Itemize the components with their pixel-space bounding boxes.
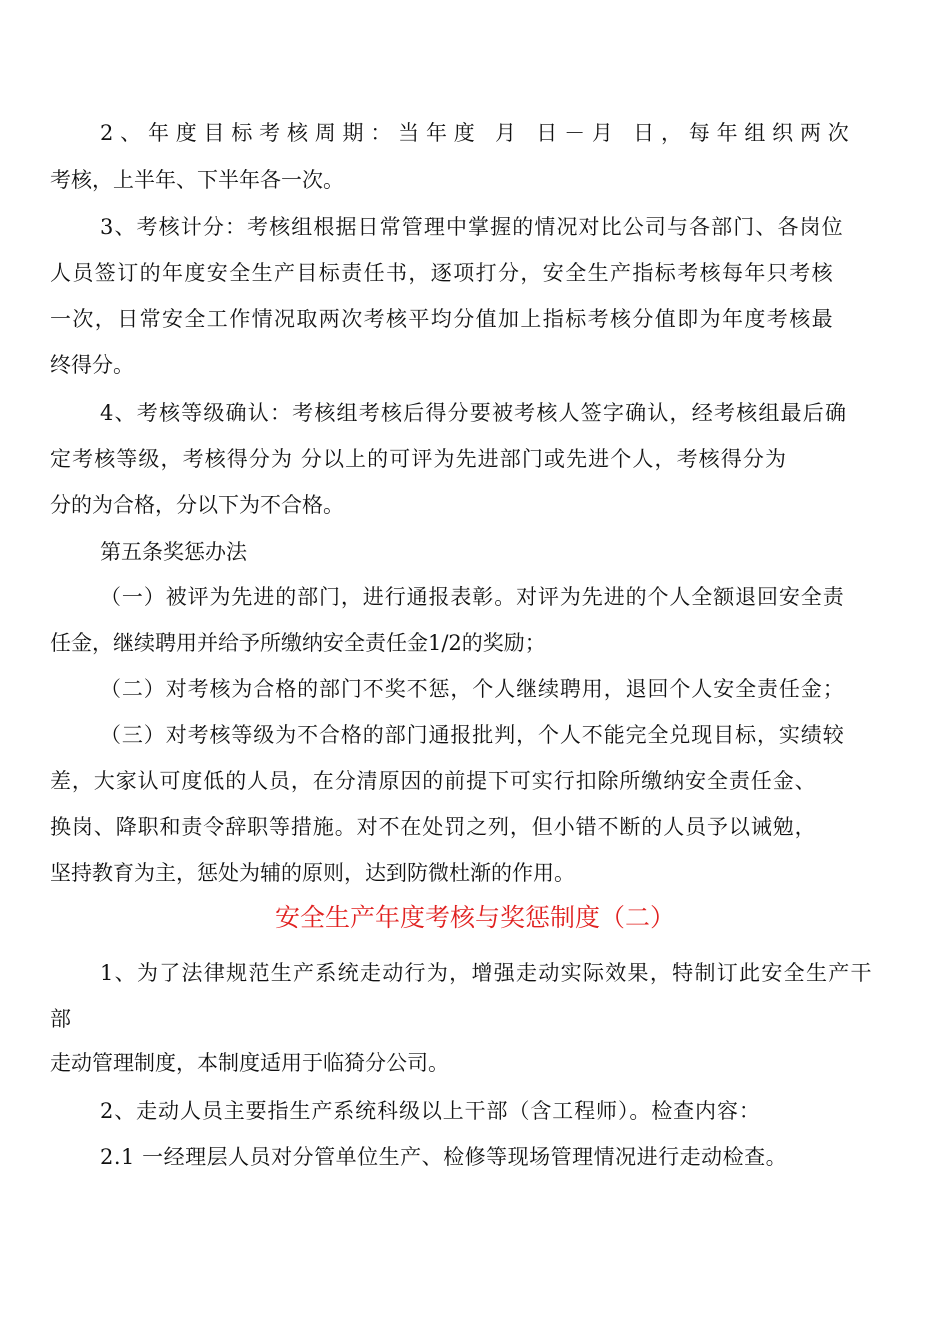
p2-line-1-text: 2、年度目标考核周期：当年度 月 日－月 日，每年组织两次	[100, 121, 856, 145]
p2-line-1	[100, 118, 900, 148]
p3-line-2: 人员签订的年度安全生产目标责任书，逐项打分，安全生产指标考核每年只考核	[50, 261, 834, 285]
p3-line-3: 一次，日常安全工作情况取两次考核平均分值加上指标考核分值即为年度考核最	[50, 307, 834, 331]
item3-line-2: 差，大家认可度低的人员，在分清原因的前提下可实行扣除所缴纳安全责任金、	[50, 769, 817, 793]
item3-line-3: 换岗、降职和责令辞职等措施。对不在处罚之列，但小错不断的人员予以诫勉，	[50, 815, 817, 839]
s1-line-2: 部	[50, 1007, 71, 1031]
p2-line-2: 考核，上半年、下半年各一次。	[50, 168, 344, 192]
s1-line-1: 1、为了法律规范生产系统走动行为，增强走动实际效果，特制订此安全生产干	[100, 961, 873, 985]
s1-line-3: 走动管理制度，本制度适用于临猗分公司。	[50, 1051, 449, 1075]
p3-line-4: 终得分。	[50, 353, 134, 377]
section2-title: 安全生产年度考核与奖惩制度（二）	[274, 903, 675, 932]
item3-line-4: 坚持教育为主，惩处为辅的原则，达到防微杜渐的作用。	[50, 861, 575, 885]
s21-line-1: 2.1 一经理层人员对分管单位生产、检修等现场管理情况进行走动检查。	[100, 1145, 788, 1169]
p4-line-1: 4、考核等级确认：考核组考核后得分要被考核人签字确认，经考核组最后确	[100, 401, 848, 425]
item1-line-2: 任金，继续聘用并给予所缴纳安全责任金1/2的奖励；	[50, 631, 546, 655]
item3-line-1: （三）对考核等级为不合格的部门通报批判，个人不能完全兑现目标，实绩较	[100, 723, 845, 747]
item1-line-1: （一）被评为先进的部门，进行通报表彰。对评为先进的个人全额退回安全责	[100, 585, 845, 609]
article5-heading: 第五条奖惩办法	[100, 540, 247, 564]
p4-line-3: 分的为合格，分以下为不合格。	[50, 493, 344, 517]
p4-line-2: 定考核等级，考核得分为 分以上的可评为先进部门或先进个人，考核得分为	[50, 447, 788, 471]
p3-line-1: 3、考核计分：考核组根据日常管理中掌握的情况对比公司与各部门、各岗位	[100, 215, 844, 239]
s2-line-1: 2、走动人员主要指生产系统科级以上干部（含工程师）。检查内容：	[100, 1099, 761, 1123]
item2-line-1: （二）对考核为合格的部门不奖不惩，个人继续聘用，退回个人安全责任金；	[100, 677, 845, 701]
